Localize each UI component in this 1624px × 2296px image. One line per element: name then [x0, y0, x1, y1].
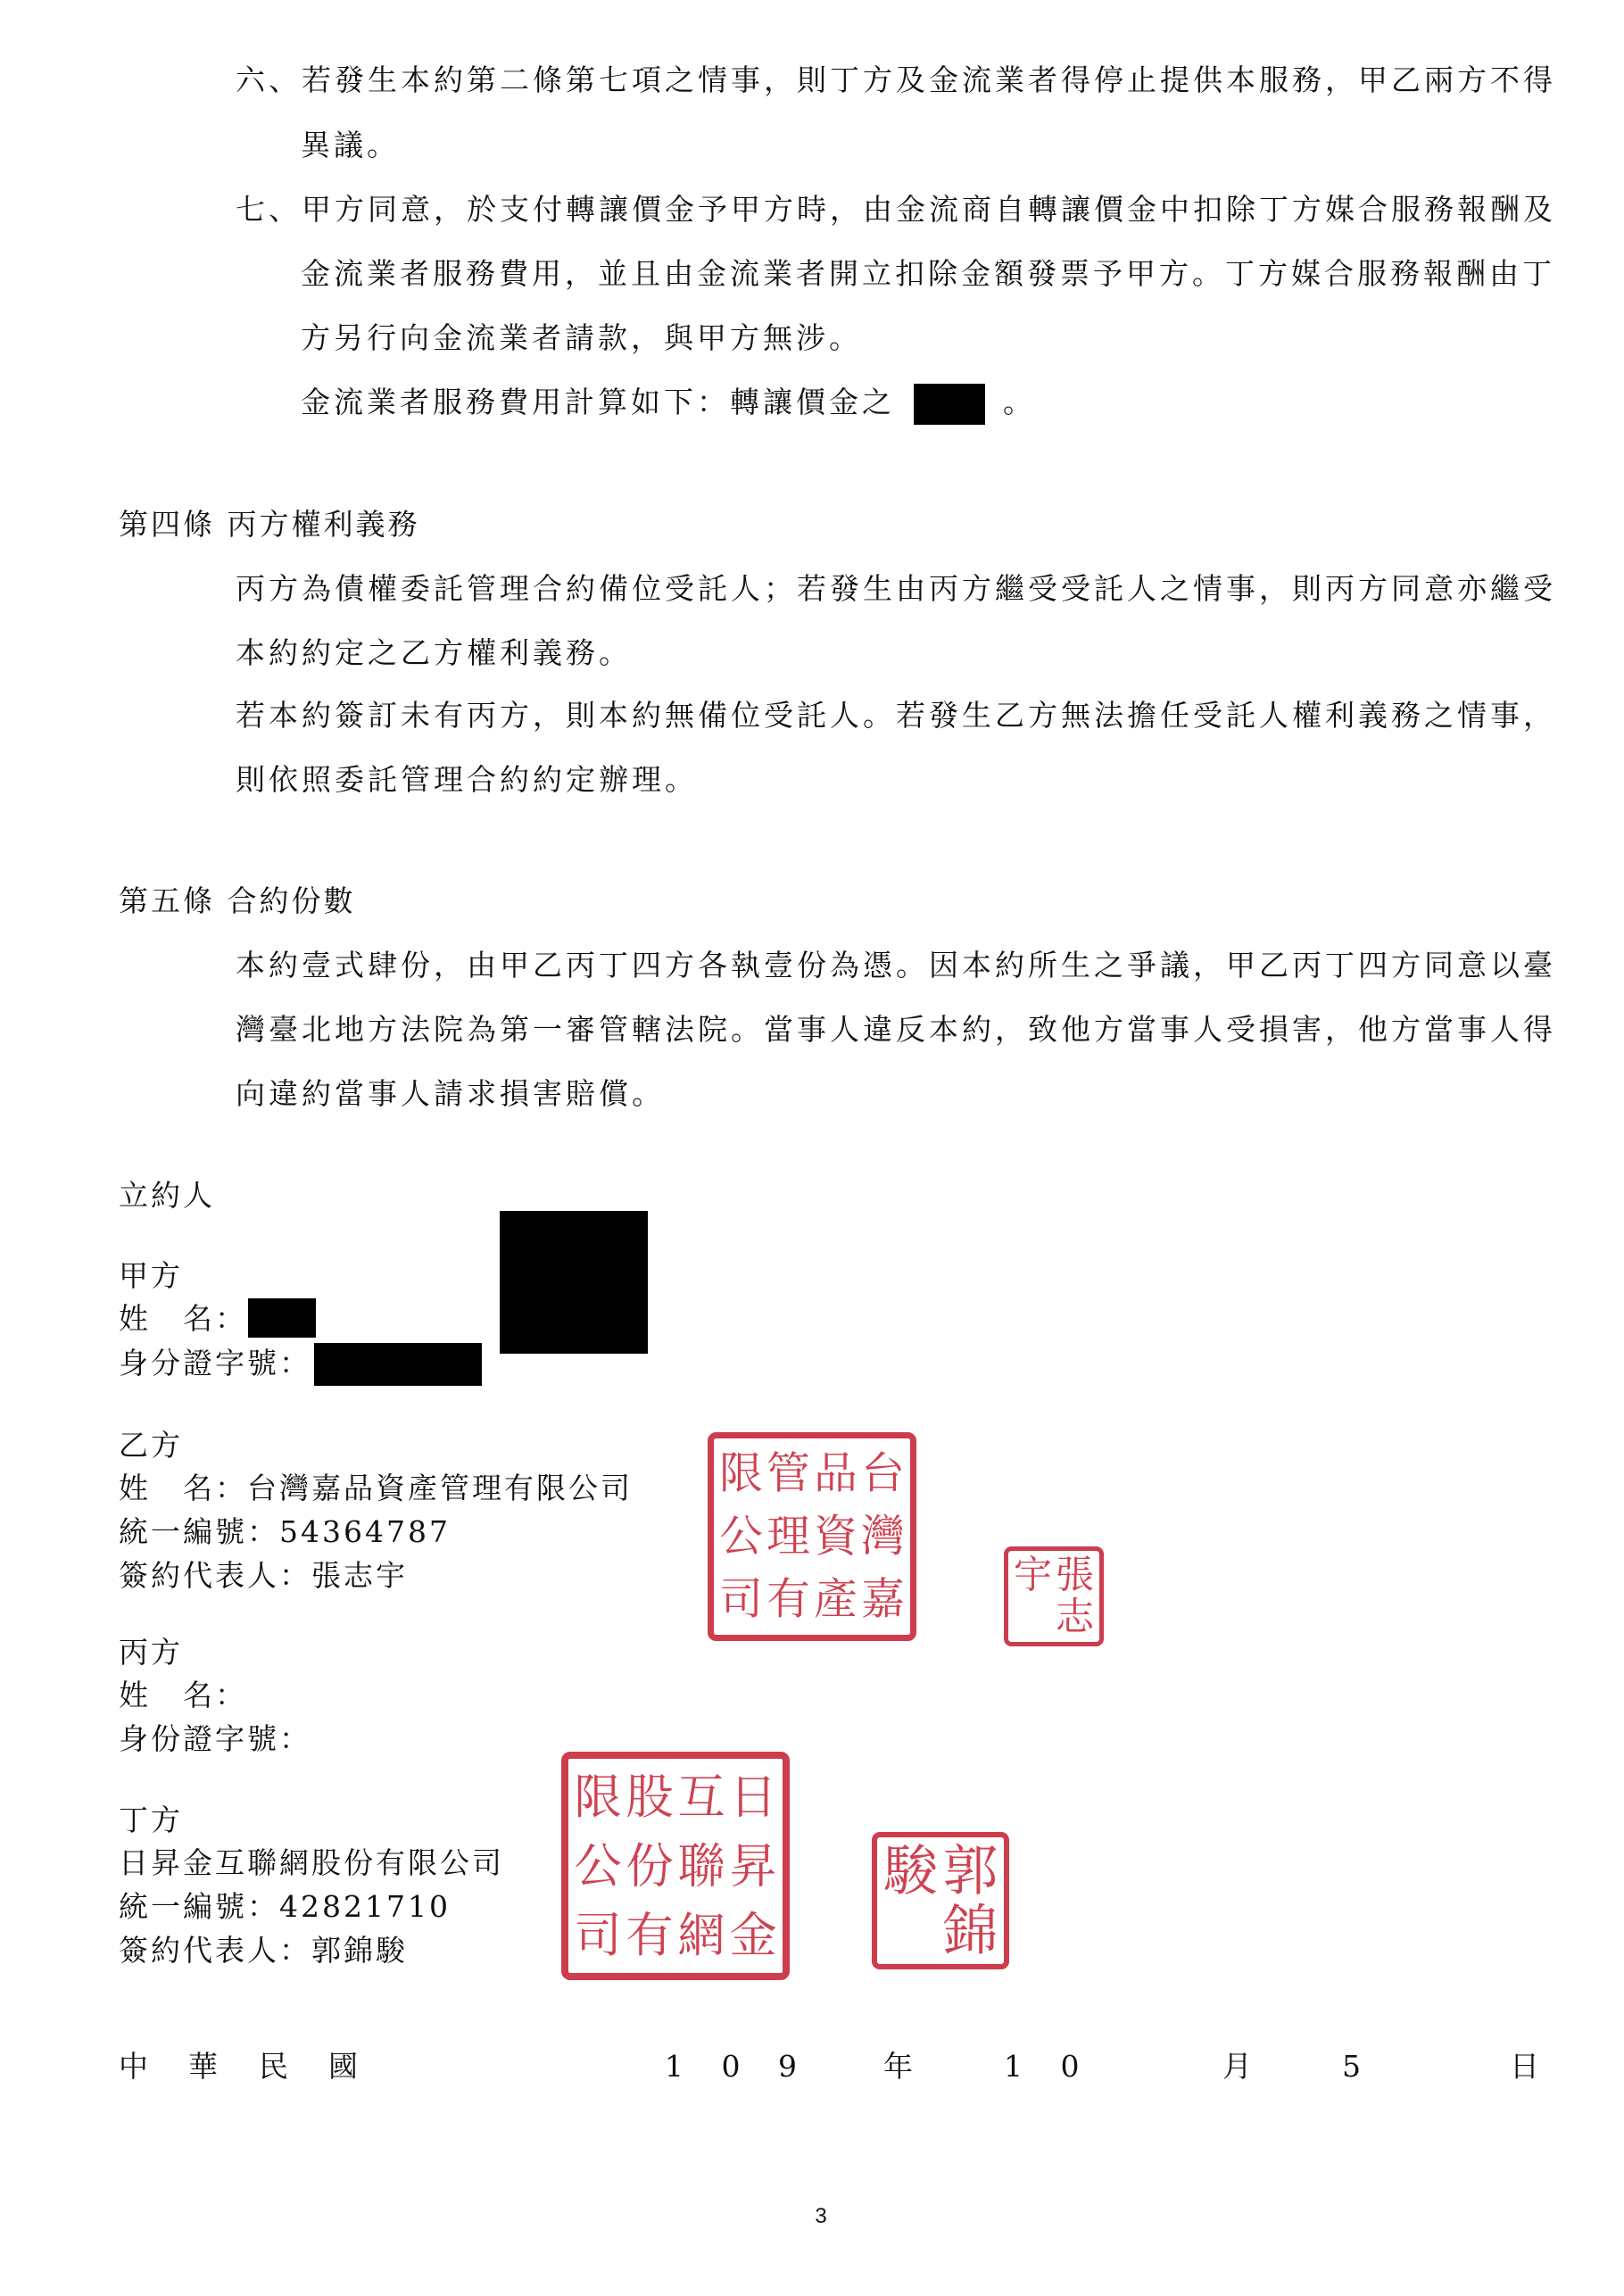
item6-line2: 異議。	[301, 128, 400, 162]
seal-glyph: 張	[1055, 1553, 1095, 1598]
seal-glyph: 理	[766, 1512, 810, 1562]
seal-glyph: 宇	[1013, 1553, 1053, 1598]
page-number: 3	[815, 2204, 827, 2228]
seal-glyph: 有	[766, 1574, 810, 1625]
seal-glyph: 聯	[677, 1837, 725, 1894]
date-era-2: 華	[188, 2049, 218, 2084]
seal-glyph: 台	[861, 1448, 905, 1499]
date-year: 1 0 9	[665, 2049, 811, 2084]
seal-glyph: 公	[574, 1837, 622, 1894]
party-c-label: 丙方	[119, 1635, 183, 1670]
article4-para1-line1: 丙方為債權委託管理合約備位受託人；若發生由丙方繼受受託人之情事，則丙方同意亦繼受	[236, 571, 1556, 606]
article5-line1: 本約壹式肆份，由甲乙丙丁四方各執壹份為憑。因本約所生之爭議，甲乙丙丁四方同意以臺	[236, 948, 1556, 982]
article4-heading: 第四條 丙方權利義務	[119, 507, 420, 542]
seal-glyph: 股	[626, 1769, 674, 1826]
party-a-id-redaction	[314, 1343, 482, 1386]
seal-glyph: 駿	[882, 1838, 939, 1903]
seal-glyph: 金	[729, 1906, 777, 1963]
fee-line	[301, 384, 1036, 425]
item7-line3: 方另行向金流業者請款，與甲方無涉。	[301, 320, 862, 355]
article5-line3: 向違約當事人請求損害賠償。	[236, 1076, 665, 1111]
date-month-unit: 月	[1222, 2049, 1252, 2084]
date-era-4: 國	[328, 2049, 358, 2084]
seal-glyph: 份	[626, 1837, 674, 1894]
article5-line2: 灣臺北地方法院為第一審管轄法院。當事人違反本約，致他方當事人受損害，他方當事人得	[236, 1012, 1556, 1047]
seal-glyph: 日	[729, 1769, 777, 1826]
seal-glyph: 品	[814, 1448, 858, 1499]
seal-glyph: 有	[626, 1906, 674, 1963]
seal-glyph: 司	[574, 1906, 622, 1963]
item6-line1: 六、若發生本約第二條第七項之情事，則丁方及金流業者得停止提供本服務，甲乙兩方不得	[236, 62, 1556, 97]
person-seal-d	[869, 1829, 1012, 1972]
date-day-unit: 日	[1510, 2049, 1539, 2084]
party-d-representative: 簽約代表人：郭錦駿	[119, 1933, 408, 1968]
party-b-label: 乙方	[119, 1428, 183, 1463]
date-month: 1 0	[1004, 2049, 1094, 2084]
article4-para2-line2: 則依照委託管理合約約定辦理。	[236, 762, 698, 797]
fee-redaction	[914, 384, 985, 425]
fee-suffix: 。	[1003, 385, 1036, 419]
fee-prefix: 金流業者服務費用計算如下：轉讓價金之	[301, 385, 895, 419]
seal-glyph: 公	[719, 1512, 763, 1562]
seal-glyph: 嘉	[861, 1574, 905, 1625]
seal-glyph: 昇	[729, 1837, 777, 1894]
date-day: 5	[1342, 2049, 1361, 2084]
party-a-name-redaction	[248, 1298, 316, 1338]
seal-glyph: 限	[719, 1448, 763, 1499]
article5-heading: 第五條 合約份數	[119, 883, 356, 918]
party-a-id-label: 身分證字號：	[119, 1346, 311, 1380]
article4-para1-line2: 本約約定之乙方權利義務。	[236, 635, 632, 670]
party-d-tax-id: 統一編號：42821710	[119, 1889, 451, 1924]
party-b-representative: 簽約代表人：張志宇	[119, 1558, 408, 1593]
item7-line1: 七、甲方同意，於支付轉讓價金予甲方時，由金流商自轉讓價金中扣除丁方媒合服務報酬及	[236, 192, 1556, 227]
seal-glyph: 灣	[861, 1512, 905, 1562]
date-era-3: 民	[259, 2049, 288, 2084]
party-d-label: 丁方	[119, 1803, 183, 1837]
signatories-title: 立約人	[119, 1178, 215, 1213]
person-seal-b	[1001, 1544, 1106, 1649]
seal-glyph: 錦	[942, 1898, 998, 1963]
party-c-name-label: 姓 名：	[119, 1678, 247, 1712]
party-b-tax-id: 統一編號：54364787	[119, 1514, 451, 1549]
seal-glyph: 司	[719, 1574, 763, 1625]
party-c-id-label: 身份證字號：	[119, 1721, 311, 1756]
party-b-name: 姓 名：台灣嘉品資產管理有限公司	[119, 1471, 633, 1505]
item7-line2: 金流業者服務費用，並且由金流業者開立扣除金額發票予甲方。丁方媒合服務報酬由丁	[301, 256, 1555, 291]
seal-glyph: 互	[677, 1769, 725, 1826]
seal-glyph: 網	[677, 1906, 725, 1963]
party-a-name-label: 姓 名：	[119, 1301, 247, 1336]
date-era-1: 中	[119, 2049, 148, 2084]
seal-glyph: 管	[766, 1448, 810, 1499]
seal-glyph: 限	[574, 1769, 622, 1826]
company-seal-b	[705, 1430, 919, 1644]
seal-glyph: 資	[814, 1512, 858, 1562]
party-d-name: 日昇金互聯網股份有限公司	[119, 1845, 504, 1880]
seal-glyph: 產	[814, 1574, 858, 1625]
company-seal-d	[559, 1749, 792, 1983]
seal-glyph: 郭	[942, 1838, 998, 1903]
article4-para2-line1: 若本約簽訂未有丙方，則本約無備位受託人。若發生乙方無法擔任受託人權利義務之情事，	[236, 698, 1556, 733]
party-a-label: 甲方	[119, 1258, 183, 1293]
seal-glyph: 志	[1055, 1595, 1095, 1640]
party-a-seal-redaction	[500, 1211, 648, 1354]
date-year-unit: 年	[883, 2049, 913, 2084]
